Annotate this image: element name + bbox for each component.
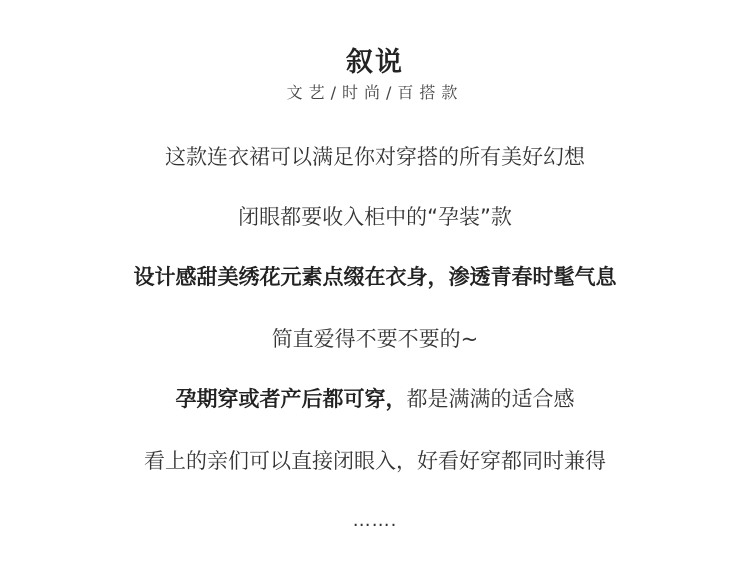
- highlighted-text: 孕期穿或者产后都可穿，: [175, 387, 407, 411]
- page-subtitle: 文艺/时尚/百搭款: [286, 83, 464, 102]
- page-title: 叙说: [346, 47, 404, 78]
- text-line-1: [0, 143, 750, 171]
- text-line-3-highlighted: [0, 263, 750, 291]
- text-line-5: [0, 385, 750, 413]
- ellipsis-text: …….: [352, 510, 398, 531]
- text-line-1-content: 这款连衣裙可以满足你对穿搭的所有美好幻想: [165, 145, 585, 169]
- text-line-4: [0, 325, 750, 353]
- text-line-6-content: 看上的亲们可以直接闭眼入，好看好穿都同时兼得: [144, 449, 606, 473]
- text-line-2-content: 闭眼都要收入柜中的“孕装”款: [238, 205, 512, 229]
- text-line-2: [0, 203, 750, 231]
- highlighted-text: 设计感甜美绣花元素点缀在衣身，渗透青春时髦气息: [133, 265, 617, 289]
- text-line-4-content: 简直爱得不要不要的~: [271, 327, 479, 351]
- text-line-5-rest: 都是满满的适合感: [406, 387, 575, 411]
- ellipsis-line: [0, 507, 750, 535]
- text-line-6: [0, 447, 750, 475]
